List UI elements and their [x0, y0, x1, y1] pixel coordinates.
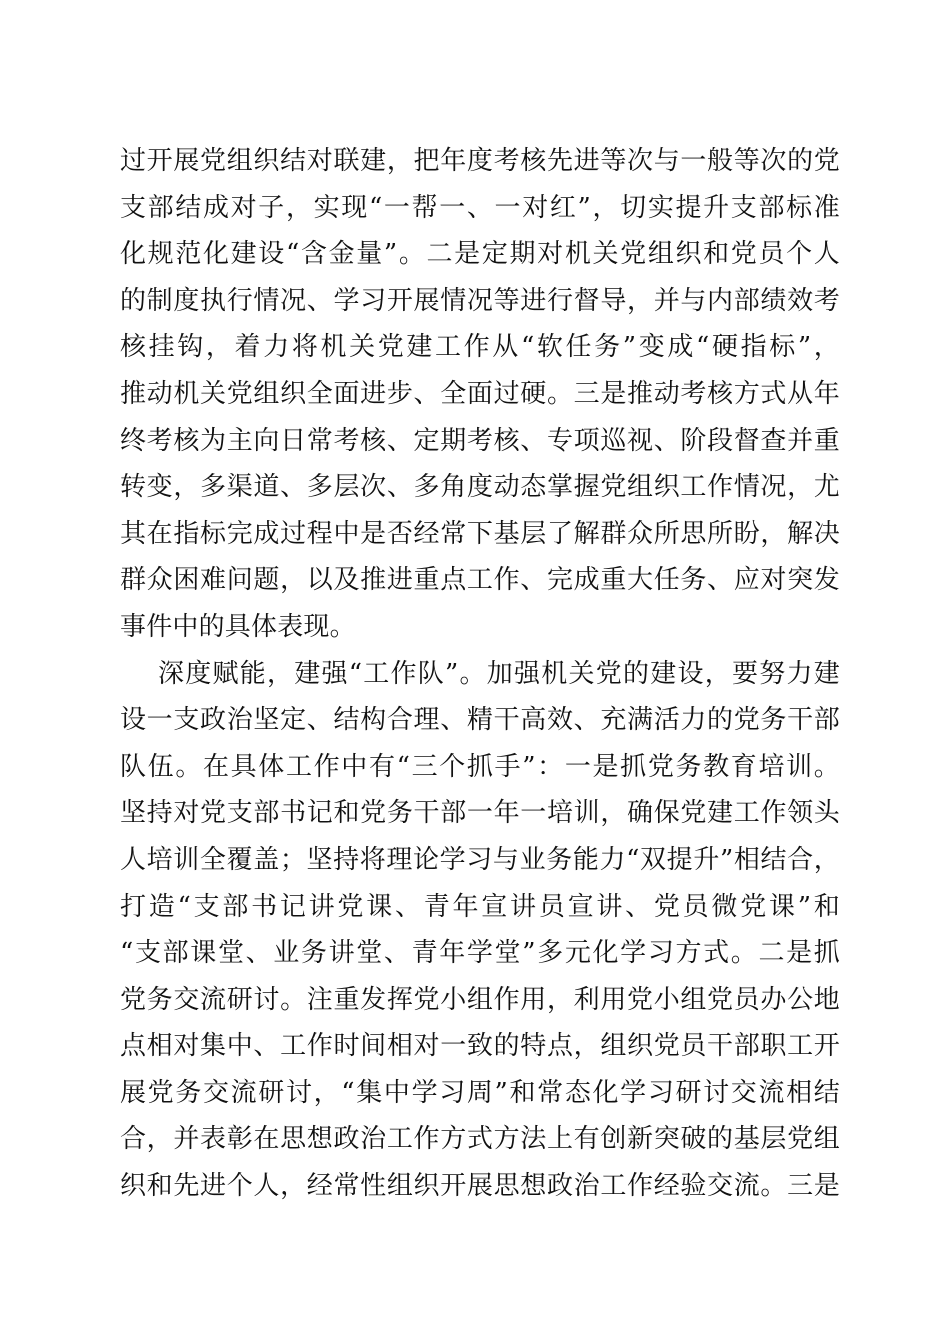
text-line: 深度赋能，建强“工作队”。加强机关党的建设，要努力建 — [158, 658, 840, 689]
text-line: 设一支政治坚定、结构合理、精干高效、充满活力的党务干部 — [120, 705, 840, 736]
text-line: 过开展党组织结对联建，把年度考核先进等次与一般等次的党 — [120, 146, 840, 176]
text-line: 点相对集中、工作时间相对一致的特点，组织党员干部职工开 — [120, 1031, 840, 1062]
text-line: 化规范化建设“含金量”。二是定期对机关党组织和党员个人 — [120, 239, 840, 270]
text-line: 织和先进个人，经常性组织开展思想政治工作经验交流。三是 — [120, 1171, 840, 1202]
text-line: 转变，多渠道、多层次、多角度动态掌握党组织工作情况，尤 — [120, 472, 840, 503]
text-line: 的制度执行情况、学习开展情况等进行督导，并与内部绩效考 — [120, 285, 840, 316]
text-line: “支部课堂、业务讲堂、青年学堂”多元化学习方式。二是抓 — [120, 938, 840, 969]
text-line: 党务交流研讨。注重发挥党小组作用，利用党小组党员办公地 — [120, 984, 840, 1015]
text-line: 坚持对党支部书记和党务干部一年一培训，确保党建工作领头 — [120, 798, 840, 829]
text-line: 支部结成对子，实现“一帮一、一对红”，切实提升支部标准 — [120, 192, 840, 223]
text-line: 终考核为主向日常考核、定期考核、专项巡视、阶段督查并重 — [120, 425, 840, 456]
text-line: 队伍。在具体工作中有“三个抓手”：一是抓党务教育培训。 — [120, 751, 840, 782]
text-line: 推动机关党组织全面进步、全面过硬。三是推动考核方式从年 — [120, 378, 840, 409]
document-body — [120, 138, 840, 1210]
text-line: 合，并表彰在思想政治工作方式方法上有创新突破的基层党组 — [120, 1124, 840, 1155]
text-line: 其在指标完成过程中是否经常下基层了解群众所思所盼，解决 — [120, 518, 840, 549]
text-line: 人培训全覆盖；坚持将理论学习与业务能力“双提升”相结合， — [120, 844, 840, 875]
text-line: 展党务交流研讨，“集中学习周”和常态化学习研讨交流相结 — [120, 1077, 840, 1108]
text-line: 核挂钩，着力将机关党建工作从“软任务”变成“硬指标”， — [120, 332, 840, 363]
text-line: 打造“支部书记讲党课、青年宣讲员宣讲、党员微党课”和 — [120, 891, 840, 922]
text-line: 事件中的具体表现。 — [120, 611, 356, 642]
text-line: 群众困难问题，以及推进重点工作、完成重大任务、应对突发 — [120, 565, 840, 596]
